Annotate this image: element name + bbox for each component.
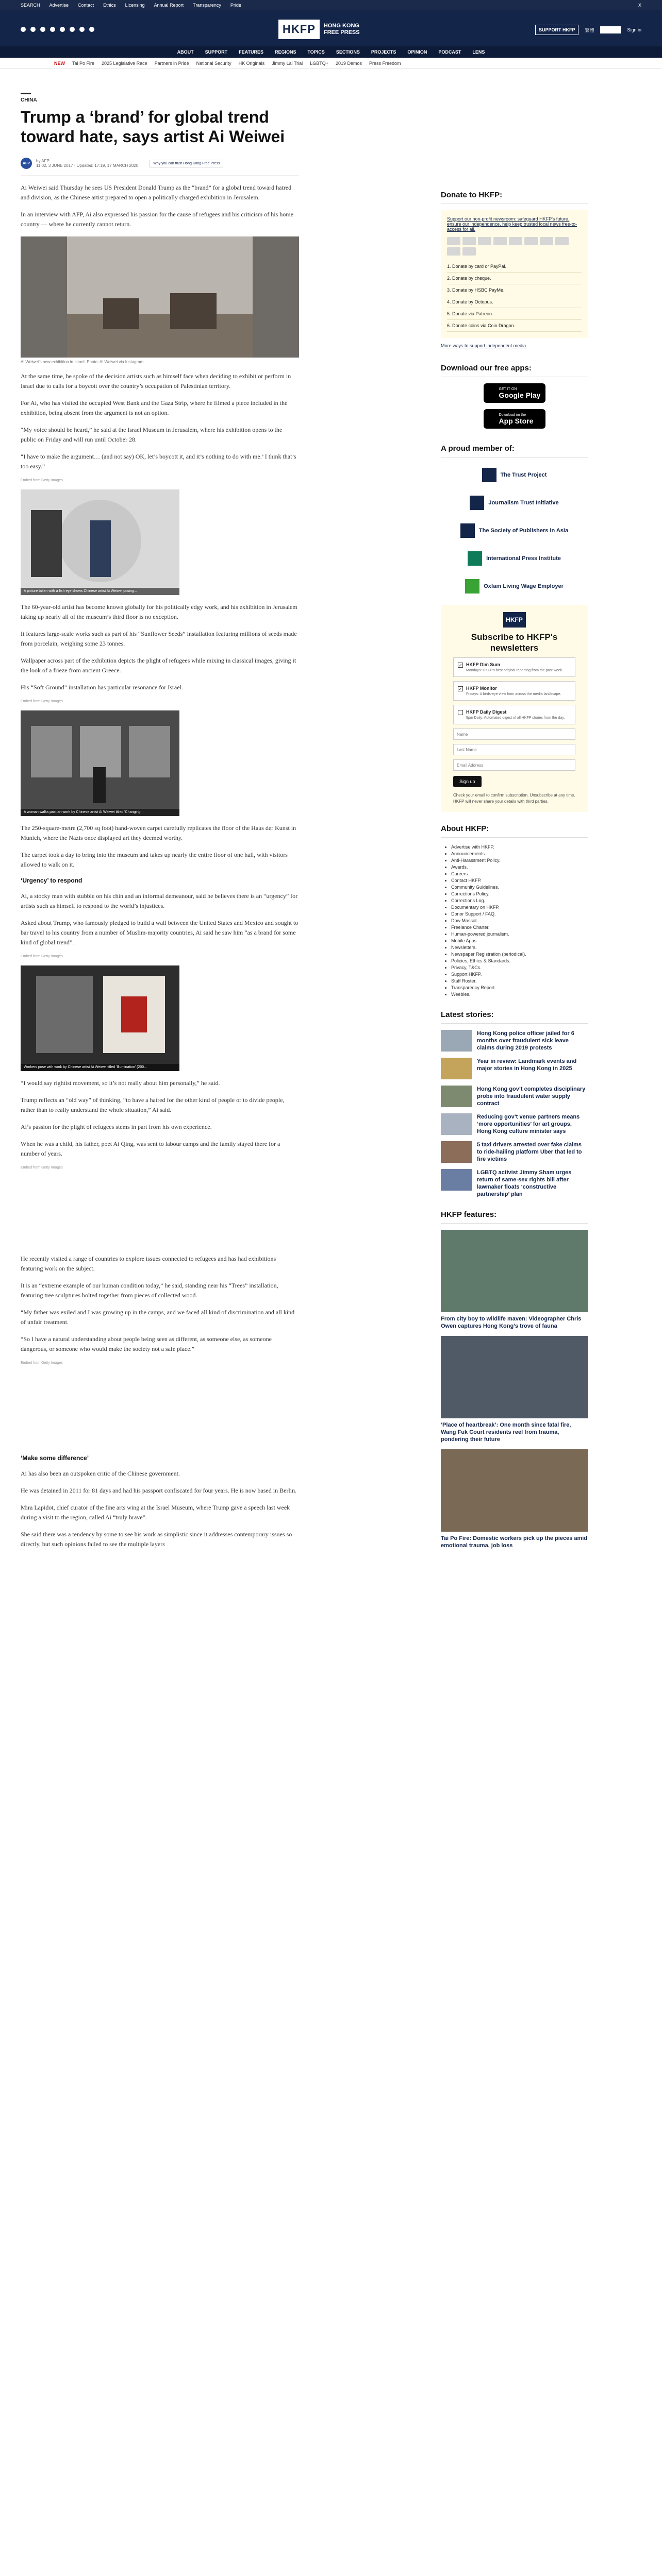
newsletter-desc: 9pm Daily: Automated digest of all HKFP stories from the day. [466, 716, 565, 720]
ipi-icon [468, 551, 482, 566]
utility-contact-link[interactable]: Contact [78, 3, 94, 8]
paragraph: He was detained in 2011 for 81 days and had his passport confiscated for four years. He is now based in Berlin. [21, 1487, 297, 1494]
signup-button[interactable]: Sign up [453, 776, 482, 787]
story-title[interactable]: 5 taxi drivers arrested over fake claims to ride-hailing platform Uber that led to fire victims [477, 1142, 582, 1162]
checkbox-icon[interactable] [458, 710, 463, 715]
oxfam-icon [465, 579, 479, 594]
patreon-icon [447, 247, 460, 256]
nav-regions[interactable]: REGIONS [274, 49, 296, 55]
nav-topics[interactable]: TOPICS [307, 49, 325, 55]
paragraph: “My voice should be heard,” he said at the Israel Museum in Jerusalem, where his exhibition opens to the public on Friday and will run until October 28. [21, 426, 283, 443]
about-link[interactable]: • Privacy, T&Cs. [451, 964, 588, 971]
paragraph: In an interview with AFP, Ai also expressed his passion for the cause of refugees and his criticism of his home country — where he currently cannot return. [21, 211, 293, 228]
nav-projects[interactable]: PROJECTS [371, 49, 396, 55]
getty-embed-label[interactable]: Embed from Getty Images [21, 1361, 63, 1365]
getty-embed-label[interactable]: Embed from Getty Images [21, 955, 63, 958]
visa-icon [462, 237, 476, 245]
donate-title: Donate to HKFP: [441, 191, 588, 204]
feature-image[interactable] [441, 1449, 588, 1532]
youtube-icon[interactable] [60, 27, 65, 32]
octopus-icon [555, 237, 569, 245]
about-link[interactable]: • Anti-Harassment Policy. [451, 857, 588, 864]
about-link[interactable]: • Careers. [451, 871, 588, 877]
story-title[interactable]: Hong Kong gov’t completes disciplinary probe into fraudulent water supply contract [477, 1086, 586, 1107]
threads-icon[interactable] [50, 27, 55, 32]
paragraph: Ai Weiwei said Thursday he sees US President Donald Trump as the “brand” for a global trend toward hatred and division, as the Chinese artist prepared to open a politically charged exhibition in Jerusalem. [21, 184, 292, 201]
unionpay-icon [509, 237, 522, 245]
latest-story[interactable] [441, 1058, 588, 1079]
trending-link[interactable]: HK Originals [238, 61, 265, 66]
paragraph: Mira Lapidot, chief curator of the fine arts wing at the Israel Museum, where Trump gave a speech last week during a visit to the region, called Ai “truly brave”. [21, 1504, 290, 1521]
newsletter-fine-print: Check your email to confirm subscription. Unsubscribe at any time. HKFP will never share your details with third parties. [453, 793, 575, 804]
logo-mark: HKFP [278, 20, 320, 39]
paragraph: Wallpaper across part of the exhibition depicts the plight of refugees while mixing in classical images, giving it the look of a frieze from ancient Greece. [21, 657, 296, 674]
payme-icon [540, 237, 553, 245]
getty-caption: A picture taken with a fish eye shows Chinese artist Ai Weiwei posing... [21, 588, 179, 595]
getty-embed-label[interactable]: Embed from Getty Images [21, 479, 63, 482]
nav-lens[interactable]: LENS [472, 49, 485, 55]
trust-project-icon [482, 468, 496, 482]
paragraph: “I would say rightist movement, so it’s not really about him personally,” he said. [21, 1079, 220, 1087]
about-link[interactable]: • Community Guidelines. [451, 884, 588, 891]
getty-photo-image [21, 710, 179, 816]
mastercard-icon [447, 237, 460, 245]
about-link[interactable]: • Freelance Charter. [451, 924, 588, 931]
article-headline: Trump a ‘brand’ for global trend toward hate, says artist Ai Weiwei [21, 108, 285, 146]
site-header [0, 10, 662, 46]
google-play-badge[interactable] [484, 383, 545, 403]
feature-title[interactable]: From city boy to wildlife maven: Videographer Chris Owen captures Hong Kong’s trove of fauna [441, 1316, 582, 1329]
getty-photo-image [21, 965, 179, 1071]
getty-photo[interactable] [21, 710, 179, 816]
paragraph: His “Soft Ground” installation has particular resonance for Israel. [21, 684, 183, 691]
paragraph: At the same time, he spoke of the decision artists such as himself face when deciding to exhibit or perform in Israel due to calls for a boycott over the country’s occupation of Palestinian territory. [21, 372, 291, 389]
story-thumbnail [441, 1169, 472, 1191]
utility-search-link[interactable]: SEARCH [21, 3, 40, 8]
about-link[interactable]: • Dow Massot. [451, 918, 588, 924]
exhibition-photo [21, 236, 299, 358]
trending-link[interactable]: 2019 Demos [335, 61, 362, 66]
trending-link[interactable]: Partners in Pride [154, 61, 189, 66]
story-thumbnail [441, 1058, 472, 1079]
story-thumbnail [441, 1030, 472, 1052]
member-name: Journalism Trust Initiative [488, 500, 559, 506]
checkbox-icon[interactable]: ✓ [458, 687, 462, 691]
getty-embed-placeholder [21, 1365, 299, 1447]
latest-story[interactable] [441, 1113, 588, 1135]
features-title: HKFP features: [441, 1210, 588, 1224]
paragraph: Ai’s passion for the plight of refugees stems in part from his own experience. [21, 1123, 212, 1130]
google-play-label: Google Play [499, 391, 541, 399]
newsletter-desc: Mondays: HKFP's best original reporting from the past week. [466, 669, 564, 672]
coin-dragon-icon [462, 247, 476, 256]
about-link[interactable]: • Policies, Ethics & Standards. [451, 958, 588, 964]
support-button[interactable]: SUPPORT HKFP [535, 25, 579, 35]
newsletter-title: Subscribe to HKFP's newsletters [471, 632, 558, 653]
about-link[interactable]: • Staff Roster. [451, 978, 588, 985]
telegram-icon[interactable] [79, 27, 85, 32]
about-link[interactable]: • Newsletters. [451, 944, 588, 951]
sidebar [441, 191, 588, 1549]
newsletter-desc: Fridays: A birds-eye view from across the media landscape. [466, 692, 561, 696]
latest-story[interactable] [441, 1141, 588, 1163]
nav-podcast[interactable]: PODCAST [438, 49, 461, 55]
about-title: About HKFP: [441, 824, 588, 838]
paragraph: It features large-scale works such as part of his “Sunflower Seeds” installation featuring millions of seeds made from porcelain, weighing some 23 tonnes. [21, 630, 297, 647]
feature-image[interactable] [441, 1336, 588, 1418]
close-icon[interactable]: X [638, 3, 641, 8]
utility-pride-link[interactable]: Pride [230, 3, 241, 8]
exhibition-photo-image [21, 236, 299, 358]
google-play-small: GET IT ON [499, 387, 517, 391]
about-link[interactable]: • Newspaper Registration (periodical). [451, 951, 588, 958]
app-store-badge[interactable] [484, 409, 545, 429]
author-name[interactable]: by AFP [36, 159, 49, 163]
member-title: A proud member of: [441, 444, 588, 457]
donate-option[interactable]: 5. Donate via Patreon. [447, 308, 582, 320]
about-link[interactable]: • Advertise with HKFP. [451, 844, 588, 851]
payment-icons [447, 237, 582, 256]
author-avatar: AFP [21, 158, 32, 169]
rss-icon[interactable] [89, 27, 94, 32]
site-logo[interactable] [278, 20, 365, 39]
donate-option[interactable]: 2. Donate by cheque. [447, 273, 582, 284]
story-title[interactable]: LGBTQ activist Jimmy Sham urges return of same-sex rights bill after lawmaker floats ‘constructive partnership’ plan [477, 1170, 572, 1197]
paragraph: Ai has also been an outspoken critic of the Chinese government. [21, 1470, 180, 1477]
utility-annual-report-link[interactable]: Annual Report [154, 3, 184, 8]
paypal-icon [493, 237, 507, 245]
byline [21, 158, 299, 176]
section-subhead: ‘Make some difference’ [21, 1454, 89, 1462]
nav-opinion[interactable]: OPINION [407, 49, 427, 55]
utility-transparency-link[interactable]: Transparency [193, 3, 221, 8]
getty-caption: A woman walks past art work by Chinese artist Ai Weiwei titled 'Changing... [21, 809, 179, 816]
story-title[interactable]: Reducing gov’t venue partners means ‘more opportunities’ for art groups, Hong Kong culture minister says [477, 1114, 580, 1134]
sopa-icon [460, 523, 475, 538]
getty-photo[interactable] [21, 965, 179, 1071]
paragraph: He recently visited a range of countries to explore issues connected to refugees and has had exhibitions featuring work on the subject. [21, 1255, 276, 1272]
member-logo[interactable] [441, 493, 588, 513]
about-link[interactable]: • Human-powered journalism. [451, 931, 588, 938]
about-link[interactable]: • Transparency Report. [451, 985, 588, 991]
member-logo[interactable] [441, 576, 588, 597]
latest-story[interactable] [441, 1030, 588, 1052]
nav-features[interactable]: FEATURES [239, 49, 263, 55]
about-link[interactable]: • Corrections Policy. [451, 891, 588, 897]
donate-options [447, 261, 582, 332]
getty-caption: Workers pose with work by Chinese artist Ai Weiwei titled 'Illumination' (200... [21, 1064, 179, 1071]
getty-embed-label[interactable]: Embed from Getty Images [21, 1166, 63, 1170]
social-links [21, 27, 94, 32]
jcb-icon [524, 237, 538, 245]
amex-icon [478, 237, 491, 245]
member-logo[interactable] [441, 548, 588, 569]
newsletter-option-monitor[interactable] [453, 681, 575, 701]
about-list [441, 844, 588, 998]
nav-support[interactable]: SUPPORT [205, 49, 228, 55]
newsletter-option-daily-digest[interactable] [453, 705, 575, 724]
trending-link[interactable]: Tai Po Fire [72, 61, 95, 66]
paragraph: The carpet took a day to bring into the museum and takes up nearly the entire floor of one hall, with visitors allowed to walk on it. [21, 851, 288, 868]
paragraph: “So I have a natural understanding about people being seen as different, as someone else, as someone dangerous, or someone who would make the society not a safe place.” [21, 1335, 272, 1352]
getty-embed-placeholder [21, 1170, 299, 1247]
paragraph: She said there was a tendency by some to see his work as simplistic since it addresses contemporary issues so directly, but such opinions failed to see the multiple layers [21, 1531, 292, 1548]
story-thumbnail [441, 1113, 472, 1135]
feature-image[interactable] [441, 1230, 588, 1312]
app-store-small: Download on the [499, 413, 526, 417]
utility-links [21, 3, 241, 8]
app-store-label: App Store [499, 416, 534, 425]
checkbox-icon[interactable]: ✓ [458, 663, 462, 668]
paragraph: “I have to make the argument… (and not say) OK, let’s boycott it, and it’s nothing to do with me.’ I think that’s too easy.” [21, 453, 296, 470]
about-link[interactable]: • Weebles. [451, 991, 588, 998]
donate-option[interactable]: 3. Donate by HSBC PayMe. [447, 284, 582, 296]
header-actions [535, 25, 641, 35]
latest-story[interactable] [441, 1169, 588, 1198]
last-name-field[interactable] [453, 744, 575, 755]
paragraph: The 250-square-metre (2,700 sq foot) hand-woven carpet carefully replicates the floor of the Haus der Kunst in Munich, where the Nazis once displayed art they deemed worthy. [21, 824, 296, 841]
article-category[interactable]: CHINA [21, 97, 37, 103]
getty-photo[interactable] [21, 489, 179, 595]
trending-link[interactable]: Press Freedom [369, 61, 401, 66]
paragraph: Trump reflects an “old way” of thinking, “to have a hatred for the other kind of people or to divide people, rather than to really understand the whole situation,” Ai said. [21, 1096, 285, 1113]
getty-photo-image [21, 489, 179, 595]
about-link[interactable]: • Support HKFP. [451, 971, 588, 978]
trending-link[interactable]: LGBTQ+ [310, 61, 328, 66]
nav-about[interactable]: ABOUT [177, 49, 194, 55]
language-link[interactable]: 繁體 [585, 27, 594, 33]
byline-text [36, 159, 138, 168]
feature-title[interactable]: Tai Po Fire: Domestic workers pick up the pieces amid emotional trauma, job loss [441, 1535, 588, 1549]
sign-in-link[interactable]: Sign in [627, 27, 641, 32]
newsletter-name: HKFP Monitor [466, 686, 497, 691]
logo-text: HONG KONG FREE PRESS [323, 23, 360, 36]
member-logo[interactable] [441, 520, 588, 541]
member-name: Oxfam Living Wage Employer [484, 583, 564, 589]
jti-icon [470, 496, 484, 510]
donate-option[interactable]: 1. Donate by card or PayPal. [447, 261, 582, 273]
paragraph: Ai, a stocky man with stubble on his chin and an informal demeanour, said he believes there is an “urgency” for artists such as himself to respond to the world’s injustices. [21, 892, 298, 909]
newsletter-name: HKFP Dim Sum [466, 662, 500, 667]
member-name: International Press Institute [486, 555, 561, 562]
about-link[interactable]: • Mobile Apps. [451, 938, 588, 944]
utility-licensing-link[interactable]: Licensing [125, 3, 145, 8]
paragraph: The 60-year-old artist has become known globally for his politically edgy work, and his exhibition in Jerusalem taking up nearly all of the museum’s third floor is no exception. [21, 603, 297, 620]
search-input[interactable] [600, 26, 621, 33]
member-logo[interactable] [441, 465, 588, 485]
about-link[interactable]: • Donor Support / FAQ. [451, 911, 588, 918]
publish-date: 11:02, 3 JUNE 2017 · Updated: 17:19, 17 MARCH 2020 [36, 163, 139, 168]
member-name: The Society of Publishers in Asia [478, 528, 569, 534]
more-ways-link[interactable]: More ways to support independent media. [441, 343, 527, 348]
story-thumbnail [441, 1086, 472, 1107]
utility-bar [0, 0, 662, 10]
latest-story[interactable] [441, 1086, 588, 1107]
section-subhead: ‘Urgency’ to respond [21, 877, 82, 884]
new-badge: NEW [54, 61, 65, 66]
newsletter-name: HKFP Daily Digest [466, 709, 507, 715]
facebook-icon[interactable] [21, 27, 26, 32]
trending-link[interactable]: 2025 Legislative Race [102, 61, 147, 66]
paragraph: “My father was exiled and I was growing up in the camps, and we faced all kind of discrimination and all kind of unfair treatment. [21, 1309, 295, 1326]
donate-box [441, 210, 588, 338]
x-icon[interactable] [30, 27, 36, 32]
trust-button[interactable]: Why you can trust Hong Kong Free Press [150, 160, 223, 167]
apps-title: Download our free apps: [441, 364, 588, 377]
utility-ethics-link[interactable]: Ethics [103, 3, 116, 8]
nav-sections[interactable]: SECTIONS [336, 49, 360, 55]
member-name: The Trust Project [500, 472, 547, 478]
utility-advertise-link[interactable]: Advertise [49, 3, 69, 8]
paragraph: When he was a child, his father, poet Ai Qing, was sent to labour camps and the family stayed there for a number of years. [21, 1140, 280, 1157]
donate-option[interactable]: 4. Donate by Octopus. [447, 296, 582, 308]
paragraph: For Ai, who has visited the occupied West Bank and the Gaza Strip, where he filmed a piece included in the exhibition, being absent from the argument is not an option. [21, 399, 288, 416]
paragraph: It is an “extreme example of our human condition today,” he said, standing near his “Trees” installation, featuring tree sculptures bolted together from pieces of collected wood. [21, 1282, 278, 1299]
category-rule [21, 93, 31, 94]
photo-caption: Ai Weiwei’s new exhibition in Israel. Photo: Ai Weiwei via Instagram. [21, 360, 145, 364]
story-thumbnail [441, 1141, 472, 1163]
email-field[interactable] [453, 759, 575, 771]
about-link[interactable]: • Documentary on HKFP. [451, 904, 588, 911]
linkedin-icon[interactable] [70, 27, 75, 32]
trending-nav [0, 58, 662, 69]
newsletter-option-dim-sum[interactable] [453, 657, 575, 677]
trending-link[interactable]: National Security [196, 61, 231, 66]
story-title[interactable]: Hong Kong police officer jailed for 6 months over fraudulent sick leave claims during 2019 protests [477, 1030, 574, 1051]
main-nav [0, 46, 662, 58]
newsletter-logo: HKFP [503, 612, 526, 628]
instagram-icon[interactable] [40, 27, 45, 32]
donate-option[interactable]: 6. Donate coins via Coin Dragon. [447, 320, 582, 332]
newsletter-box [441, 605, 588, 812]
article [21, 93, 299, 1549]
donate-intro-link[interactable]: Support our non-profit newsroom: safeguard HKFP's future, ensure our independence, help keep trusted local news free-to-access for all. [447, 216, 577, 232]
trending-link[interactable]: Jimmy Lai Trial [272, 61, 303, 66]
latest-title: Latest stories: [441, 1010, 588, 1024]
about-link[interactable]: • Awards. [451, 864, 588, 871]
about-link[interactable]: • Contact HKFP. [451, 877, 588, 884]
about-link[interactable]: • Corrections Log. [451, 897, 588, 904]
story-title[interactable]: Year in review: Landmark events and major stories in Hong Kong in 2025 [477, 1058, 577, 1072]
about-link[interactable]: • Announcements. [451, 851, 588, 857]
getty-embed-label[interactable]: Embed from Getty Images [21, 700, 63, 703]
feature-title[interactable]: ‘Place of heartbreak’: One month since fatal fire, Wang Fuk Court residents reel from trauma, pondering their future [441, 1422, 571, 1443]
name-field[interactable] [453, 728, 575, 740]
paragraph: Asked about Trump, who famously pledged to build a wall between the United States and Mexico and sought to bar travel to his country from a number of Muslim-majority countries, Ai said he saw him “as a brand for some kind of global trend”. [21, 919, 299, 946]
